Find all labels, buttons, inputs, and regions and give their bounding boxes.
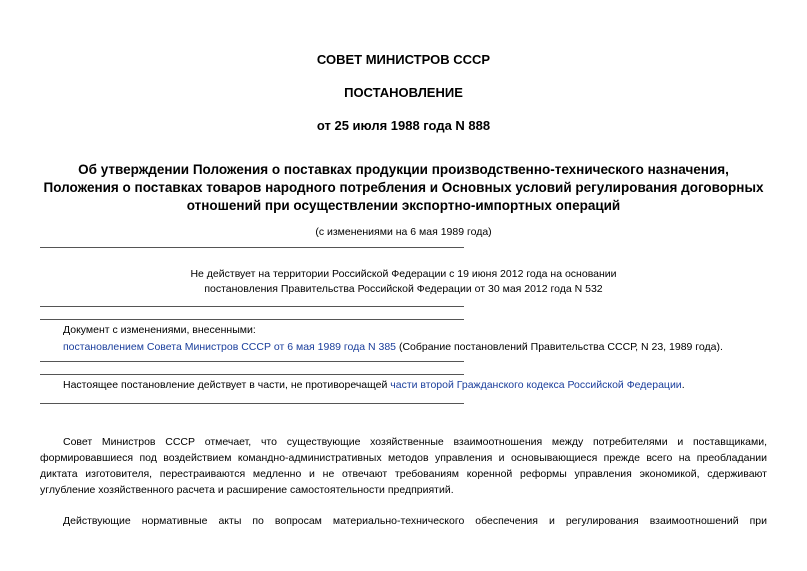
amendment-decree-link[interactable]: постановлением Совета Министров СССР от 6 мая 1989 года N 385 [63,341,397,353]
document-type: ПОСТАНОВЛЕНИЕ [344,85,463,100]
divider [40,361,464,362]
civil-code-link[interactable]: части второй Гражданского кодекса Российской Федерации [390,379,682,391]
amendments-note: (с изменениями на 6 мая 1989 года) [315,226,492,238]
validity-notice-line-1: Не действует на территории Российской Федерации с 19 июня 2012 года на основании [190,268,617,280]
body-paragraph-2: Действующие нормативные акты по вопросам материально-технического обеспечения и регулирования взаимоотношений при [63,515,767,527]
applicability-text: Настоящее постановление действует в части, не противоречащей [63,379,391,391]
applicability-period: . [681,379,685,391]
applicability-note [63,377,685,394]
divider [40,374,464,375]
document-title: Об утверждении Положения о поставках продукции производственно-технического назначения, Положения о поставках товаров народного потребления и Основных условий регулирования договорных отношений при осуществлении экспортно-импортных операций [43,162,764,213]
validity-notice [0,267,807,297]
document-date-number: от 25 июля 1988 года N 888 [316,118,491,133]
body-paragraph-1: Совет Министров СССР отмечает, что существующие хозяйственные взаимоотношения между потребителями и поставщиками, формировавшиеся под воздействием командно-административных методов управления и основывающиеся прежде всего на преобладании диктата изготовителя, перестраиваются медленно и не отвечают требованиям коренной реформы управления экономикой, сдерживают углубление хозяйственного расчета и расширение самостоятельности предприятий. [40,436,767,496]
changes-line [63,339,723,356]
changes-intro: Документ с изменениями, внесенными: [63,324,256,336]
changes-block [63,322,723,356]
divider [40,319,464,320]
divider [40,306,464,307]
divider [40,403,464,404]
divider [40,247,464,248]
amendment-source: (Собрание постановлений Правительства СССР, N 23, 1989 года). [396,341,723,353]
validity-notice-line-2: постановления Правительства Российской Федерации от 30 мая 2012 года N 532 [204,283,603,295]
issuing-authority: СОВЕТ МИНИСТРОВ СССР [316,52,491,67]
